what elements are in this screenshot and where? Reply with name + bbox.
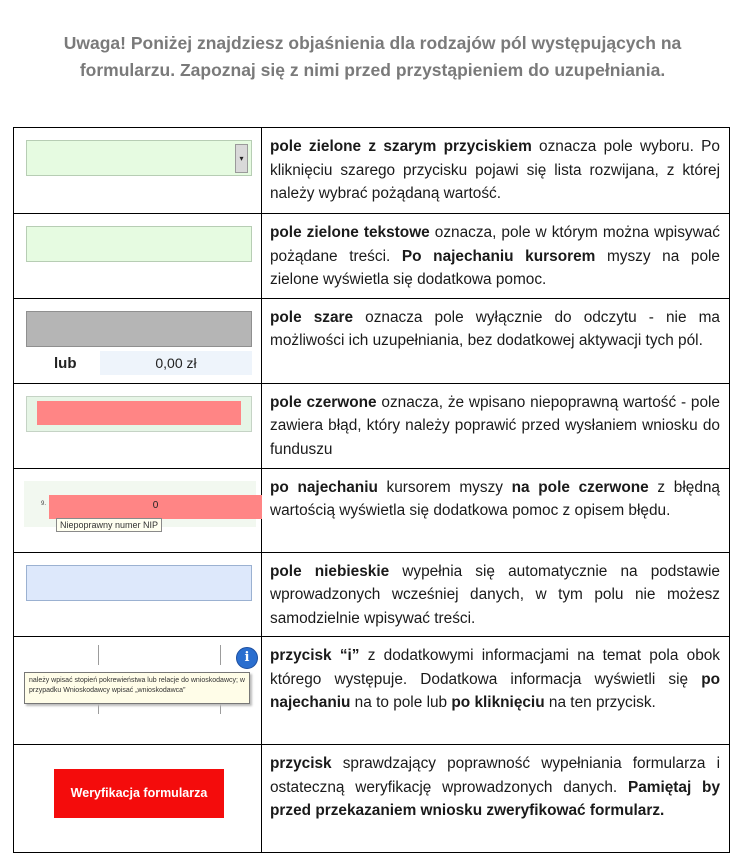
table-row xyxy=(14,128,730,214)
bold-text: na pole czerwone xyxy=(511,478,649,496)
text: oznacza, że wpisano niepoprawną wartość - pole zawiera błąd, który należy poprawić przed wysłaniem wniosku do funduszu xyxy=(270,393,720,458)
sample-gray-field xyxy=(26,311,252,347)
text: z błędną wartością wyświetla się dodatkowa pomoc z opisem błędu. xyxy=(270,478,720,519)
sample-info-area xyxy=(24,645,260,713)
row-description xyxy=(262,468,730,552)
info-icon[interactable]: i xyxy=(236,647,258,669)
text: oznacza pole wyłącznie do odczytu - nie ma możliwości ich uzupełniania, bez dodatkowej aktywacji tych pól. xyxy=(270,308,720,349)
grid-line xyxy=(98,645,99,665)
bold-text: pole szare xyxy=(270,308,354,326)
text: oznacza, pole w którym można wpisywać pożądane treści. xyxy=(270,224,720,265)
table-row xyxy=(14,214,730,299)
text: z dodatkowymi informacjami na temat pola obok którego występuje. Dodatkowa informacja wyświetli się xyxy=(270,647,721,688)
header-line-2: formularzu. Zapoznaj się z nimi przed przystąpieniem do uzupełniania. xyxy=(79,60,666,80)
bold-text: Pamiętaj by przed przekazaniem wniosku zweryfikować formularz. xyxy=(270,778,721,819)
bold-text: pole niebieskie xyxy=(270,562,390,580)
row-description xyxy=(262,383,730,468)
header-line-1: Uwaga! Poniżej znajdziesz objaśnienia dla rodzajów pól występujących na xyxy=(63,33,682,53)
bold-text: przycisk “i” xyxy=(270,647,360,664)
sample-error-field[interactable]: 0 xyxy=(49,495,262,519)
dropdown-arrow-icon[interactable]: ▾ xyxy=(235,144,248,173)
table-row xyxy=(14,637,730,745)
table-row xyxy=(14,383,730,468)
bold-text: po najechaniu xyxy=(270,478,378,496)
text: kursorem myszy xyxy=(377,478,512,496)
row-description xyxy=(262,637,730,745)
sample-readonly-amount: 0,00 zł xyxy=(100,351,252,375)
row-description xyxy=(262,745,730,853)
or-label: lub xyxy=(54,354,77,372)
bold-text: pole czerwone xyxy=(270,393,377,411)
bold-text: po najechaniu xyxy=(270,670,720,711)
bold-text: pole zielone tekstowe xyxy=(270,224,430,241)
text: na to pole lub xyxy=(350,694,452,711)
sample-green-text-field[interactable] xyxy=(26,226,252,262)
text: na ten przycisk. xyxy=(544,694,656,711)
text: oznacza pole wyboru. Po kliknięciu szarego przycisku pojawi się lista rozwijana, z której należy wybrać pożądaną wartość. xyxy=(270,138,720,202)
table-row xyxy=(14,745,730,853)
info-tooltip: należy wpisać stopień pokrewieństwa lub relacje do wnioskodawcy; w przypadku Wnioskodawcy wpisać „wnioskodawca” xyxy=(24,672,250,704)
page-header xyxy=(20,30,725,84)
verify-form-button[interactable]: Weryfikacja formularza xyxy=(54,769,224,818)
sample-error-area xyxy=(24,481,256,530)
bold-text: przycisk xyxy=(270,755,332,772)
error-tooltip: Niepoprawny numer NIP xyxy=(56,518,162,532)
sample-red-field-wrapper xyxy=(26,396,252,432)
row-description xyxy=(262,552,730,637)
bold-text: po kliknięciu xyxy=(451,694,545,711)
row-description xyxy=(262,298,730,383)
table-row xyxy=(14,468,730,552)
field-number: 9. xyxy=(41,500,47,507)
bold-text: Po najechaniu kursorem xyxy=(401,247,596,265)
text: sprawdzający poprawność wypełniania formularza i ostateczną weryfikację wprowadzonych danych. xyxy=(270,755,720,796)
row-description xyxy=(262,128,730,214)
legend-table xyxy=(13,127,730,853)
row-description xyxy=(262,214,730,299)
sample-green-select-field[interactable] xyxy=(26,140,252,176)
sample-red-field[interactable] xyxy=(37,401,241,425)
table-row xyxy=(14,552,730,637)
grid-line xyxy=(220,645,221,665)
sample-blue-field xyxy=(26,565,252,601)
text: wypełnia się automatycznie na podstawie wprowadzonych wcześniej danych, w tym polu nie możesz samodzielnie wpisywać treści. xyxy=(270,562,720,627)
text: myszy na pole zielone wyświetla się dodatkowa pomoc. xyxy=(270,247,720,288)
bold-text: pole zielone z szarym przyciskiem xyxy=(270,138,532,155)
table-row xyxy=(14,298,730,383)
